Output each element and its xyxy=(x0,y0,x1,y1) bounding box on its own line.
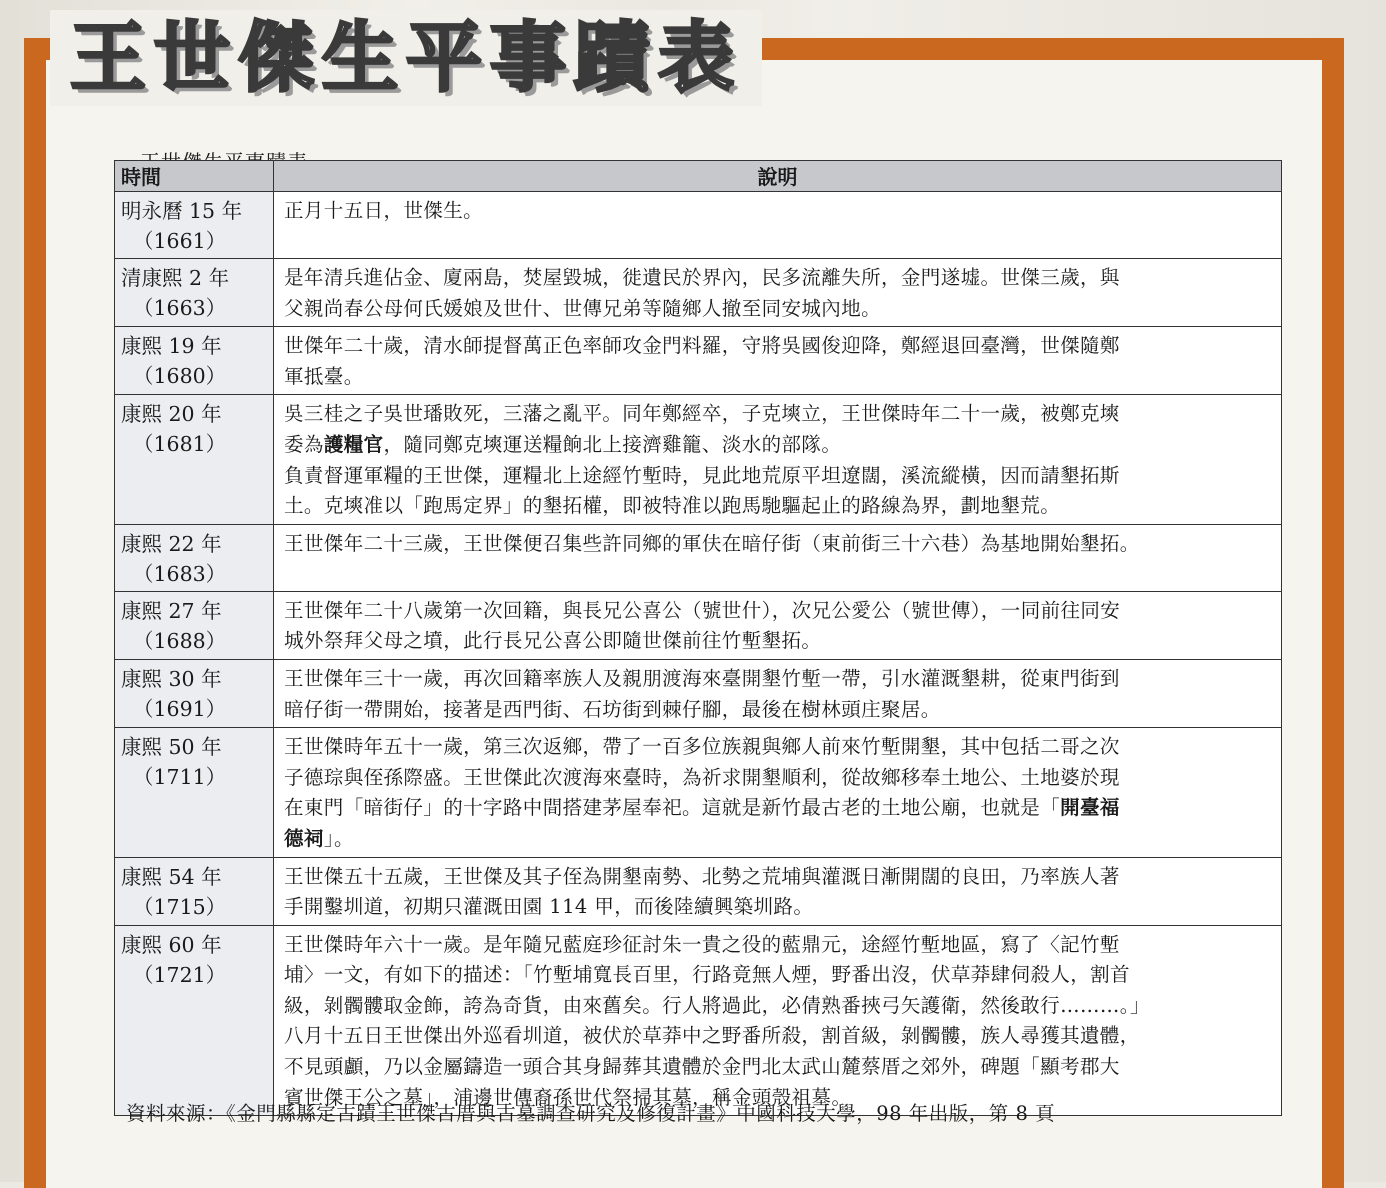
text-span: ，隨同鄭克塽運送糧餉北上接濟雞籠、淡水的部隊。 xyxy=(383,432,842,456)
timeline-table xyxy=(114,160,1282,1116)
description-cell xyxy=(274,857,1282,925)
description-line: 王世傑五十五歲，王世傑及其子侄為開墾南勢、北勢之荒埔與灌溉日漸開闊的良田，乃率族人著 xyxy=(284,864,1120,888)
description-line: 子德琮與侄孫際盛。王世傑此次渡海來臺時，為祈求開墾順利，從故鄉移奉土地公、土地婆於現 xyxy=(284,765,1120,789)
description-cell xyxy=(274,524,1282,591)
table-row xyxy=(115,395,1282,524)
year-text: 康熙 22 年 xyxy=(121,531,222,556)
description-cell xyxy=(274,395,1282,524)
year-text: 明永曆 15 年 xyxy=(121,199,243,223)
ce-year-text: （1691） xyxy=(133,696,227,721)
time-cell xyxy=(115,524,274,591)
description-line: 暗仔街一帶開始，接著是西門街、石坊街到棘仔腳，最後在樹林頭庄聚居。 xyxy=(284,697,941,721)
ce-year-text: （1688） xyxy=(133,628,227,653)
description-line xyxy=(284,793,1273,824)
ce-year-text: （1663） xyxy=(133,296,227,320)
ce-year-text: （1661） xyxy=(133,229,227,253)
table-row xyxy=(115,925,1282,1116)
description-line: 不見頭顱，乃以金屬鑄造一頭合其身歸葬其遺體於金門北太武山麓蔡厝之郊外，碑題「顯考郡大 xyxy=(284,1055,1120,1079)
timeline-table-wrapper xyxy=(114,160,1282,1116)
description-cell xyxy=(274,659,1282,727)
text-span: 委為 xyxy=(284,432,324,456)
description-line: 王世傑年二十八歲第一次回籍，與長兄公喜公（號世什），次兄公愛公（號世傳），一同前往同安 xyxy=(284,598,1121,622)
text-span: 在東門「暗街仔」的十字路中間搭建茅屋奉祀。這就是新竹最古老的土地公廟，也就是「 xyxy=(284,796,1061,820)
header-desc: 說明 xyxy=(274,161,1282,192)
table-header-row xyxy=(115,161,1282,192)
description-cell xyxy=(274,192,1282,259)
year-text: 康熙 30 年 xyxy=(121,666,222,691)
year-text: 康熙 54 年 xyxy=(121,864,222,889)
description-line xyxy=(284,824,1273,855)
time-cell xyxy=(115,925,274,1116)
description-line: 是年清兵進佔金、廈兩島，焚屋毀城，徙遺民於界內，民多流離失所，金門遂墟。世傑三歲，與 xyxy=(284,266,1120,289)
description-line: 土。克塽准以「跑馬定界」的墾拓權，即被特准以跑馬馳驅起止的路線為界，劃地墾荒。 xyxy=(284,494,1061,518)
description-line: 王世傑年二十三歲，王世傑便召集些許同鄉的軍伕在暗仔街（東前街三十六巷）為基地開始墾拓。 xyxy=(284,531,1140,555)
header-time: 時間 xyxy=(115,161,274,192)
description-line: 吳三桂之子吳世璠敗死，三藩之亂平。同年鄭經卒，子克塽立，王世傑時年二十一歲，被鄭克塽 xyxy=(284,402,1120,426)
source-citation: 資料來源：《金門縣縣定古蹟王世傑古厝與古墓調查研究及修復計畫》中國科技大學，98 年出版，第 8 頁 xyxy=(126,1102,1056,1125)
description-line: 負責督運軍糧的王世傑，運糧北上途經竹塹時，見此地荒原平坦遼闊，溪流縱橫，因而請墾拓斯 xyxy=(284,463,1120,487)
year-text: 康熙 27 年 xyxy=(121,598,222,623)
table-row xyxy=(115,591,1282,659)
description-line: 級，剝髑髏取金飾，誇為奇貨，由來舊矣。行人將過此，必倩熟番挾弓矢護衛，然後敢行………。」 xyxy=(284,993,1150,1017)
table-row xyxy=(115,192,1282,259)
table-row xyxy=(115,524,1282,591)
description-line: 正月十五日，世傑生。 xyxy=(284,199,484,222)
ce-year-text: （1681） xyxy=(133,432,227,457)
ce-year-text: （1721） xyxy=(133,962,227,987)
time-cell xyxy=(115,395,274,524)
ce-year-text: （1680） xyxy=(133,364,227,389)
description-line: 王世傑時年六十一歲。是年隨兄藍庭珍征討朱一貴之役的藍鼎元，途經竹塹地區，寫了〈記竹塹 xyxy=(284,932,1120,956)
time-cell xyxy=(115,327,274,395)
year-text: 清康熙 2 年 xyxy=(121,266,230,290)
highlighted-term: 開臺福 xyxy=(1060,796,1120,820)
highlighted-term: 德祠 xyxy=(284,826,324,850)
table-row xyxy=(115,327,1282,395)
table-row xyxy=(115,659,1282,727)
table-row xyxy=(115,728,1282,857)
description-line: 世傑年二十歲，清水師提督萬正色率師攻金門料羅，守將吳國俊迎降，鄭經退回臺灣，世傑隨鄭 xyxy=(284,334,1120,358)
year-text: 康熙 60 年 xyxy=(121,932,222,957)
description-line xyxy=(284,430,1273,461)
description-line: 八月十五日王世傑出外巡看圳道，被伏於草莽中之野番所殺，割首級，剝髑髏，族人尋獲其遺體， xyxy=(284,1024,1140,1048)
time-cell xyxy=(115,591,274,659)
time-cell xyxy=(115,857,274,925)
description-line: 埔〉一文，有如下的描述：「竹塹埔寬長百里，行路竟無人煙，野番出沒，伏草莽肆伺殺人，割首 xyxy=(284,963,1130,987)
text-span: 」。 xyxy=(323,826,354,850)
description-line: 王世傑年三十一歲，再次回籍率族人及親朋渡海來臺開墾竹塹一帶，引水灌溉墾耕，從東門街到 xyxy=(284,666,1120,690)
time-cell xyxy=(115,659,274,727)
description-line: 城外祭拜父母之墳，此行長兄公喜公即隨世傑前往竹塹墾拓。 xyxy=(284,629,822,653)
description-cell xyxy=(274,591,1282,659)
description-cell xyxy=(274,259,1282,327)
banner-title: 王世傑生平事蹟表 xyxy=(50,10,762,106)
description-line: 手開鑿圳道，初期只灌溉田園 114 甲，而後陸續興築圳路。 xyxy=(284,895,814,919)
year-text: 康熙 50 年 xyxy=(121,735,222,760)
description-line: 軍抵臺。 xyxy=(284,364,364,388)
description-cell xyxy=(274,925,1282,1116)
table-row xyxy=(115,857,1282,925)
description-line: 賓世傑王公之墓」，浦邊世傳裔孫世代祭掃其墓，稱金頭殼祖墓。 xyxy=(284,1085,852,1109)
highlighted-term: 護糧官 xyxy=(323,432,384,456)
ce-year-text: （1715） xyxy=(133,894,227,919)
description-cell xyxy=(274,327,1282,395)
year-text: 康熙 19 年 xyxy=(121,334,222,359)
time-cell xyxy=(115,192,274,259)
description-cell xyxy=(274,728,1282,857)
ce-year-text: （1683） xyxy=(133,561,227,586)
time-cell xyxy=(115,259,274,327)
description-line: 王世傑時年五十一歲，第三次返鄉，帶了一百多位族親與鄉人前來竹塹開墾，其中包括二哥之次 xyxy=(284,735,1120,759)
table-row xyxy=(115,259,1282,327)
time-cell xyxy=(115,728,274,857)
year-text: 康熙 20 年 xyxy=(121,402,222,427)
ce-year-text: （1711） xyxy=(133,765,227,790)
description-line: 父親尚春公母何氏媛娘及世什、世傳兄弟等隨鄉人撤至同安城內地。 xyxy=(284,296,882,320)
